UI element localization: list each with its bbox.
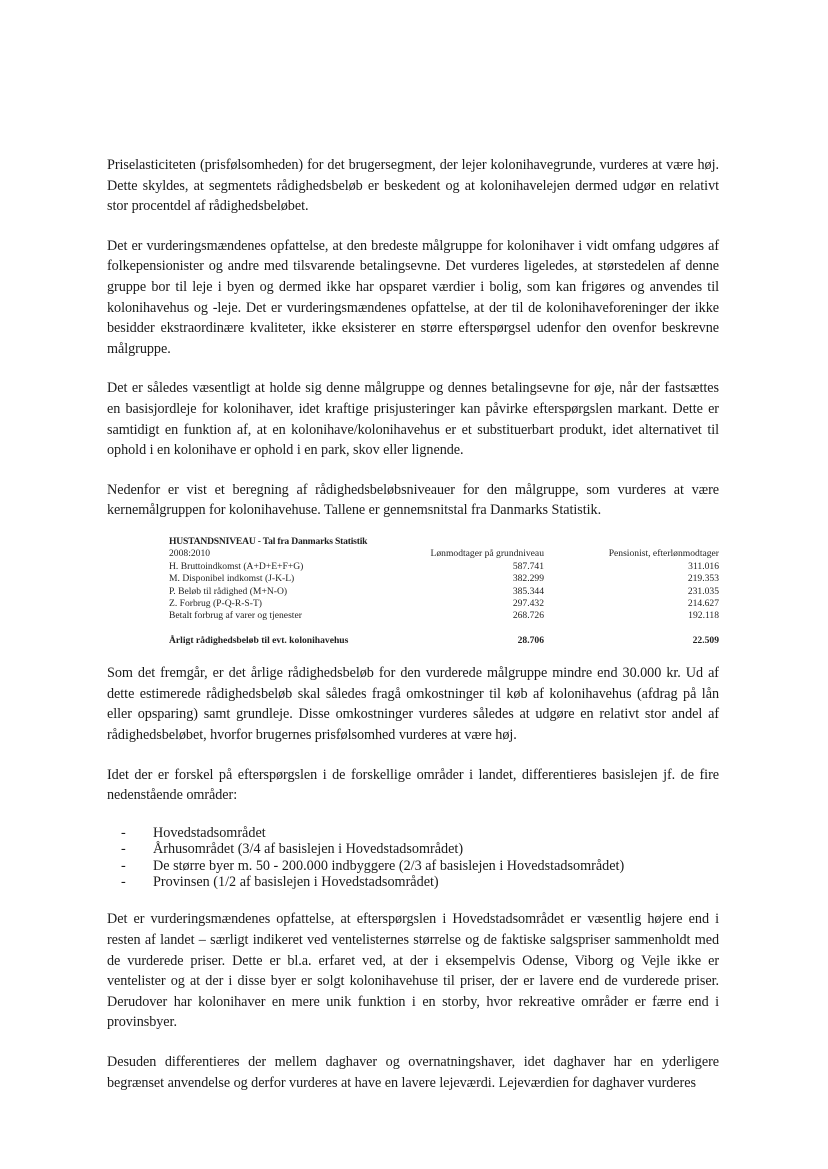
- table-row: [169, 598, 719, 610]
- paragraph-demand-capital: Det er vurderingsmændenes opfattelse, at efterspørgslen i Hovedstadsområdet er væsentlig højere end i resten af landet – særligt indikeret ved ventelisternes størrelse og de faktiske salgspriser sammenholdt med de vurderede priser. Dette er bl.a. erfaret ved, at der i eksempelvis Odense, Viborg og Vejle ikke er ventelister og at der i disse byer er solgt kolonihavehuse til priser, der er lavere end de vurderede priser. Derudover har kolonihaver en mere unik funktion i en storby, hvor rekreative områder er færre end i provinsbyer.: [107, 911, 719, 1031]
- table-cell-pensioner: 311.016: [688, 560, 719, 572]
- table-cell-label: P. Beløb til rådighed (M+N-O): [169, 585, 288, 597]
- list-item: [121, 874, 719, 890]
- table-cell-wage-earner: 587.741: [512, 560, 544, 572]
- paragraph-conclusion: Som det fremgår, er det årlige rådighedsbeløb for den vurderede målgruppe mindre end 30.000 kr. Ud af dette estimerede rådighedsbeløb skal således fragå omkostninger til køb af kolonihavehus (afdrag på lån eller opsparing) samt grundleje. Disse omkostninger vurderes således at udgøre en relativt stor andel af rådighedsbeløbet, hvorfor brugernes prisfølsomhed vurderes at være høj.: [107, 665, 719, 743]
- table-total-row: [169, 635, 719, 647]
- dash-bullet: -: [121, 857, 126, 874]
- table-cell-label: H. Bruttoindkomst (A+D+E+F+G): [169, 560, 304, 572]
- table-row: [169, 573, 719, 585]
- dash-bullet: -: [121, 841, 126, 858]
- document-page: [107, 155, 719, 1112]
- paragraph-price-elasticity: Priselasticiteten (prisfølsomheden) for det brugersegment, der lejer kolonihavegrunde, vurderes at være høj. Dette skyldes, at segmentets rådighedsbeløb er beskedent og at kolonihavelejen dermed udgør en relativt stor procentdel af rådighedsbeløbet.: [107, 157, 719, 215]
- table-header-wage-earner: Lønmodtager på grundniveau: [430, 548, 544, 560]
- table-row: [169, 610, 719, 622]
- table-cell-wage-earner: 385.344: [512, 585, 544, 597]
- table-cell-pensioner: 219.353: [687, 573, 719, 585]
- table-row: [169, 561, 719, 573]
- household-budget-table: [169, 536, 719, 647]
- table-total-wage-earner: 28.706: [517, 634, 544, 646]
- table-cell-wage-earner: 382.299: [512, 573, 544, 585]
- table-cell-pensioner: 192.118: [688, 610, 719, 622]
- table-total-label: Årligt rådighedsbeløb til evt. kolonihavehus: [169, 634, 349, 646]
- list-item: [121, 841, 719, 857]
- table-cell-label: M. Disponibel indkomst (J-K-L): [169, 573, 295, 585]
- table-cell-pensioner: 231.035: [687, 585, 719, 597]
- paragraph-target-group: Det er vurderingsmændenes opfattelse, at den bredeste målgruppe for kolonihaver i vidt omfang udgøres af folkepensionister og andre med tilsvarende betalingsevne. Det vurderes ligeledes, at størstedelen af denne gruppe bor til leje i byen og dermed ikke har opsparet værdier i bolig, som kan frigøres og anvendes til kolonihavehus og -leje. Det er vurderingsmændenes opfattelse, at der til de kolonihaveforeninger der ikke besidder ekstraordinære kvaliteter, ikke eksisterer en større efterspørgsel udenfor den ovenfor beskrevne målgruppe.: [107, 237, 719, 357]
- paragraph-day-gardens: Desuden differentieres der mellem daghaver og overnatningshaver, idet daghaver har en yderligere begrænset anvendelse og derfor vurderes at have en lavere lejeværdi. Lejeværdien for daghaver vurderes: [107, 1053, 719, 1091]
- paragraph-payment-ability: Det er således væsentligt at holde sig denne målgruppe og dennes betalingsevne for øje, når der fastsættes en basisjordleje for kolonihaver, idet kraftige prisjusteringer kan påvirke efterspørgslen markant. Dette er samtidigt en funktion af, at en kolonihave/kolonihavehus er et substituerbart produkt, idet alternativet til ophold i en kolonihave er ophold i en park, skov eller lignende.: [107, 380, 719, 459]
- dash-bullet: -: [121, 873, 126, 890]
- list-item: [121, 825, 719, 841]
- dash-bullet: -: [121, 824, 126, 841]
- table-title: HUSTANDSNIVEAU - Tal fra Danmarks Statistik: [169, 535, 368, 547]
- table-row: [169, 586, 719, 598]
- list-item-text: Provinsen (1/2 af basislejen i Hovedstadsområdet): [153, 873, 439, 890]
- table-cell-label: Betalt forbrug af varer og tjenester: [169, 610, 302, 622]
- table-cell-label: Z. Forbrug (P-Q-R-S-T): [169, 597, 262, 609]
- table-cell-pensioner: 214.627: [687, 597, 719, 609]
- table-total-pensioner: 22.509: [692, 634, 719, 646]
- table-spacer: [169, 623, 719, 635]
- table-cell-wage-earner: 297.432: [512, 597, 544, 609]
- list-item-text: Hovedstadsområdet: [153, 824, 266, 841]
- areas-list: [107, 825, 719, 891]
- table-header-row: [169, 548, 719, 560]
- table-header-period: 2008:2010: [169, 548, 211, 560]
- paragraph-table-intro: Nedenfor er vist et beregning af rådighedsbeløbsniveauer for den målgruppe, som vurderes at være kernemålgruppen for kolonihavehuse. Tallene er gennemsnitstal fra Danmarks Statistik.: [107, 481, 719, 519]
- list-item: [121, 858, 719, 874]
- list-item-text: De større byer m. 50 - 200.000 indbyggere (2/3 af basislejen i Hovedstadsområdet): [153, 857, 625, 874]
- paragraph-areas-intro: Idet der er forskel på efterspørgslen i de forskellige områder i landet, differentieres basislejen jf. de fire nedenstående områder:: [107, 766, 719, 804]
- table-header-pensioner: Pensionist, efterlønmodtager: [608, 548, 719, 560]
- table-cell-wage-earner: 268.726: [512, 610, 544, 622]
- list-item-text: Århusområdet (3/4 af basislejen i Hovedstadsområdet): [153, 841, 464, 858]
